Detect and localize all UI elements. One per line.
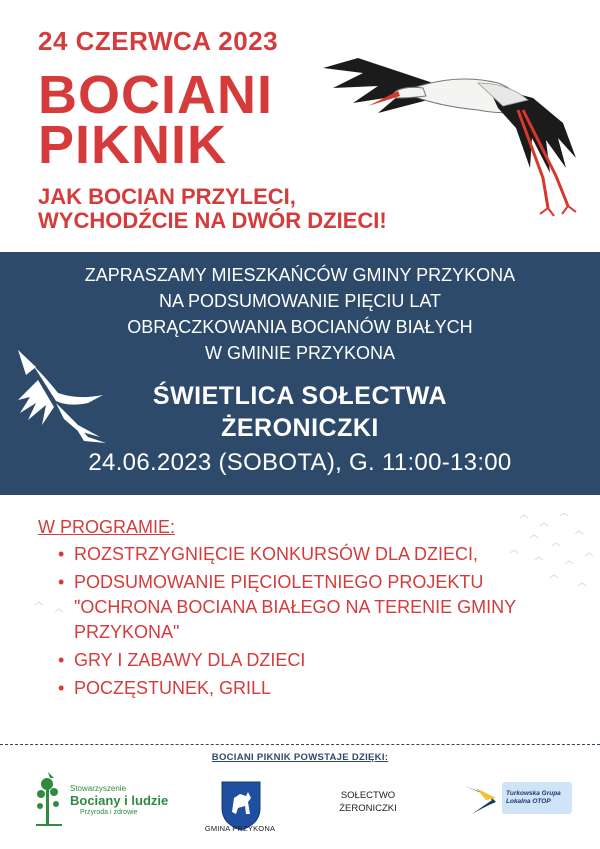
otop-line-2: Lokalna OTOP (506, 798, 551, 805)
otop-line-1: Turkowska Grupa (506, 790, 561, 797)
flying-stork-image (318, 28, 586, 218)
event-datetime: 24.06.2023 (SOBOTA), G. 11:00-13:00 (88, 449, 512, 476)
association-name: Bociany i ludzie (70, 793, 169, 808)
title-line-2: PIKNIK (38, 115, 228, 175)
program-list (38, 542, 578, 701)
program-item: • ROZSTRZYGNIĘCIE KONKURSÓW DLA DZIECI, (60, 542, 578, 567)
invitation-text (0, 262, 600, 366)
program-item: • PODSUMOWANIE PIĘCIOLETNIEGO PROJEKTU "OCHRONA BOCIANA BIAŁEGO NA TERENIE GMINY PRZYKONA" (60, 570, 578, 645)
event-date: 24 CZERWCA 2023 (38, 26, 279, 56)
program-item: • POCZĘSTUNEK, GRILL (60, 676, 578, 701)
invitation-line: ZAPRASZAMY MIESZKAŃCÓW GMINY PRZYKONA (84, 265, 516, 285)
gmina-label: GMINA PRZYKONA (204, 824, 276, 833)
solectwo-line-2: ŻERONICZKI (339, 803, 397, 814)
otop-label (506, 790, 576, 806)
program-label: W PROGRAMIE: (38, 517, 176, 537)
association-subtitle: Przyroda i zdrowie (80, 809, 138, 816)
venue-line-2: ŻERONICZKI (221, 414, 379, 442)
tagline-line-1: JAK BOCIAN PRZYLECI, (38, 184, 296, 209)
solectwo-label (318, 789, 418, 815)
solectwo-line-1: SOŁECTWO (340, 790, 396, 801)
dashed-divider (0, 744, 600, 745)
venue (0, 380, 600, 444)
association-small-label: Stowarzyszenie (70, 784, 127, 793)
invitation-line: OBRĄCZKOWANIA BOCIANÓW BIAŁYCH (127, 317, 473, 337)
event-title (38, 65, 273, 175)
venue-line-1: ŚWIETLICA SOŁECTWA (152, 382, 448, 410)
program-section (38, 517, 578, 704)
invitation-line: W GMINIE PRZYKONA (204, 343, 395, 363)
tagline-line-2: WYCHODŹCIE NA DWÓR DZIECI! (38, 208, 387, 233)
program-item: • GRY I ZABAWY DLA DZIECI (60, 648, 578, 673)
invitation-line: NA PODSUMOWANIE PIĘCIU LAT (158, 291, 442, 311)
sponsors-label: BOCIANI PIKNIK POWSTAJE DZIĘKI: (211, 752, 389, 763)
title-line-1: BOCIANI (38, 65, 273, 125)
